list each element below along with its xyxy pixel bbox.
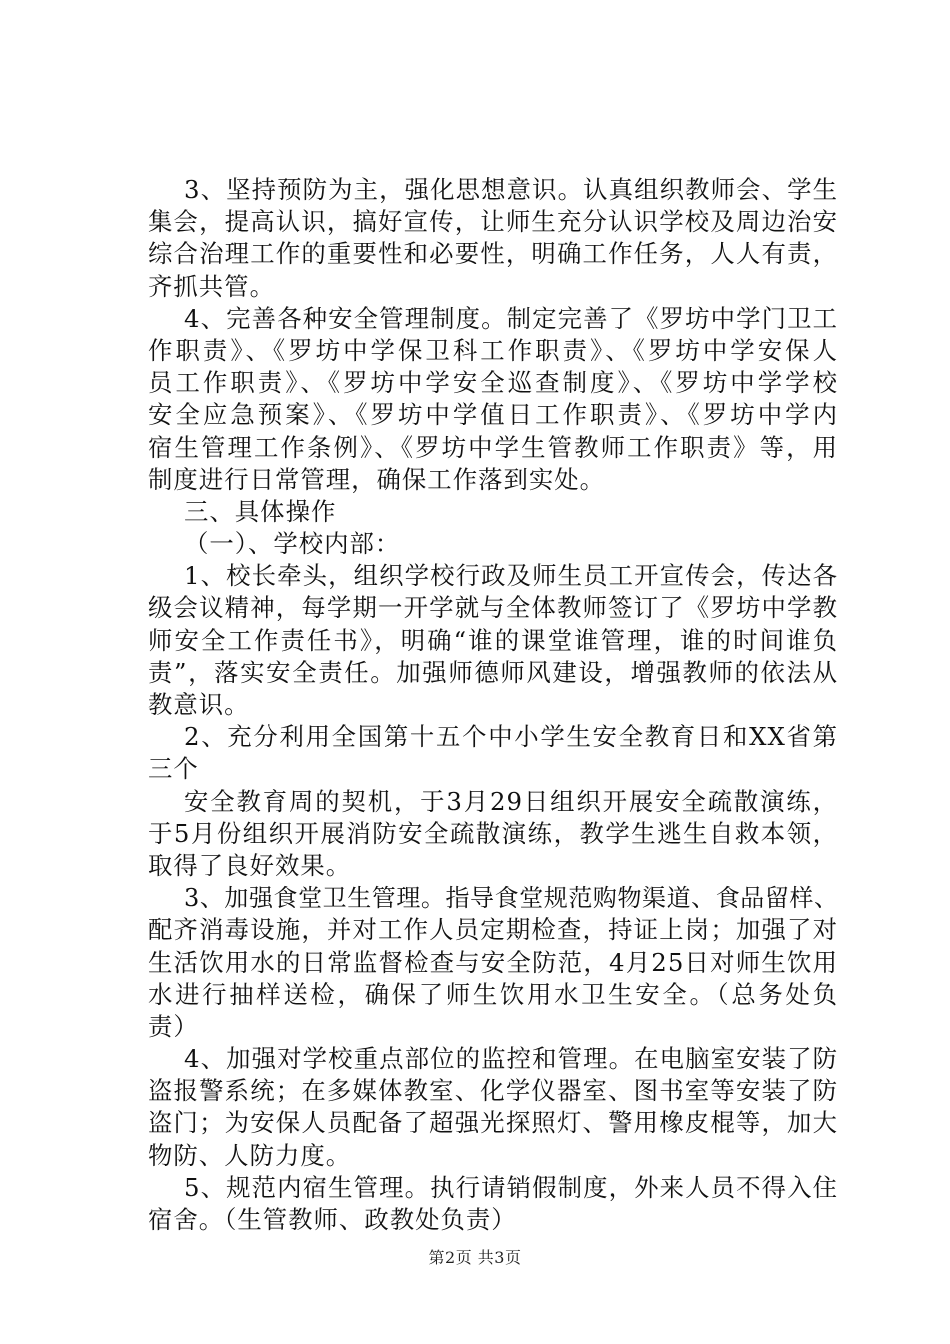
text-line: 综合治理工作的重要性和必要性，明确工作任务，人人有责， <box>148 239 838 269</box>
text-line: 责） <box>148 1011 199 1041</box>
text-line: 5、规范内宿生管理。执行请销假制度，外来人员不得入住 <box>184 1172 838 1202</box>
text-line: （一）、学校内部： <box>184 529 401 559</box>
text-line: 物防、人防力度。 <box>148 1140 352 1170</box>
text-line: 2、充分利用全国第十五个中小学生安全教育日和XX省第 <box>184 722 838 752</box>
text-line: 盗门；为安保人员配备了超强光探照灯、警用橡皮棍等，加大 <box>148 1108 838 1138</box>
text-line: 教意识。 <box>148 690 250 719</box>
text-line: 员工作职责》、《罗坊中学安全巡查制度》、《罗坊中学学校 <box>148 368 838 398</box>
text-line: 齐抓共管。 <box>148 271 275 301</box>
text-line: 取得了良好效果。 <box>148 850 352 880</box>
page-footer: 第2页 共3页 <box>428 1248 522 1267</box>
text-line: 三个 <box>148 754 199 784</box>
text-line: 制度进行日常管理，确保工作落到实处。 <box>148 464 606 494</box>
text-line: 安全教育周的契机，于3月29日组织开展安全疏散演练， <box>184 786 838 816</box>
text-line: 于5月份组织开展消防安全疏散演练，教学生逃生自救本领， <box>148 818 838 848</box>
text-line: 安全应急预案》、《罗坊中学值日工作职责》、《罗坊中学内 <box>148 400 838 430</box>
document-body <box>148 174 838 1236</box>
text-line: 师安全工作责任书》，明确“谁的课堂谁管理，谁的时间谁负 <box>148 625 838 655</box>
text-line: 集会，提高认识，搞好宣传，让师生充分认识学校及周边治安 <box>148 207 838 237</box>
text-line: 三、具体操作 <box>184 496 337 526</box>
text-line: 宿舍。（生管教师、政教处负责） <box>148 1205 517 1234</box>
text-line: 配齐消毒设施，并对工作人员定期检查，持证上岗；加强了对 <box>148 915 838 945</box>
text-line: 水进行抽样送检，确保了师生饮用水卫生安全。（总务处负 <box>148 979 838 1009</box>
text-line: 4、加强对学校重点部位的监控和管理。在电脑室安装了防 <box>184 1044 838 1074</box>
text-line: 3、加强食堂卫生管理。指导食堂规范购物渠道、食品留样、 <box>184 884 838 913</box>
text-line: 责”，落实安全责任。加强师德师风建设，增强教师的依法从 <box>148 657 838 687</box>
text-line: 生活饮用水的日常监督检查与安全防范，4月25日对师生饮用 <box>148 947 838 977</box>
text-line: 3、坚持预防为主，强化思想意识。认真组织教师会、学生 <box>184 175 838 204</box>
text-line: 级会议精神，每学期一开学就与全体教师签订了《罗坊中学教 <box>148 593 838 623</box>
text-line: 盗报警系统；在多媒体教室、化学仪器室、图书室等安装了防 <box>148 1076 838 1106</box>
text-line: 1、校长牵头，组织学校行政及师生员工开宣传会，传达各 <box>184 561 838 591</box>
text-line: 宿生管理工作条例》、《罗坊中学生管教师工作职责》等，用 <box>148 432 838 462</box>
text-line: 作职责》、《罗坊中学保卫科工作职责》、《罗坊中学安保人 <box>148 335 838 365</box>
text-line: 4、完善各种安全管理制度。制定完善了《罗坊中学门卫工 <box>184 303 838 333</box>
